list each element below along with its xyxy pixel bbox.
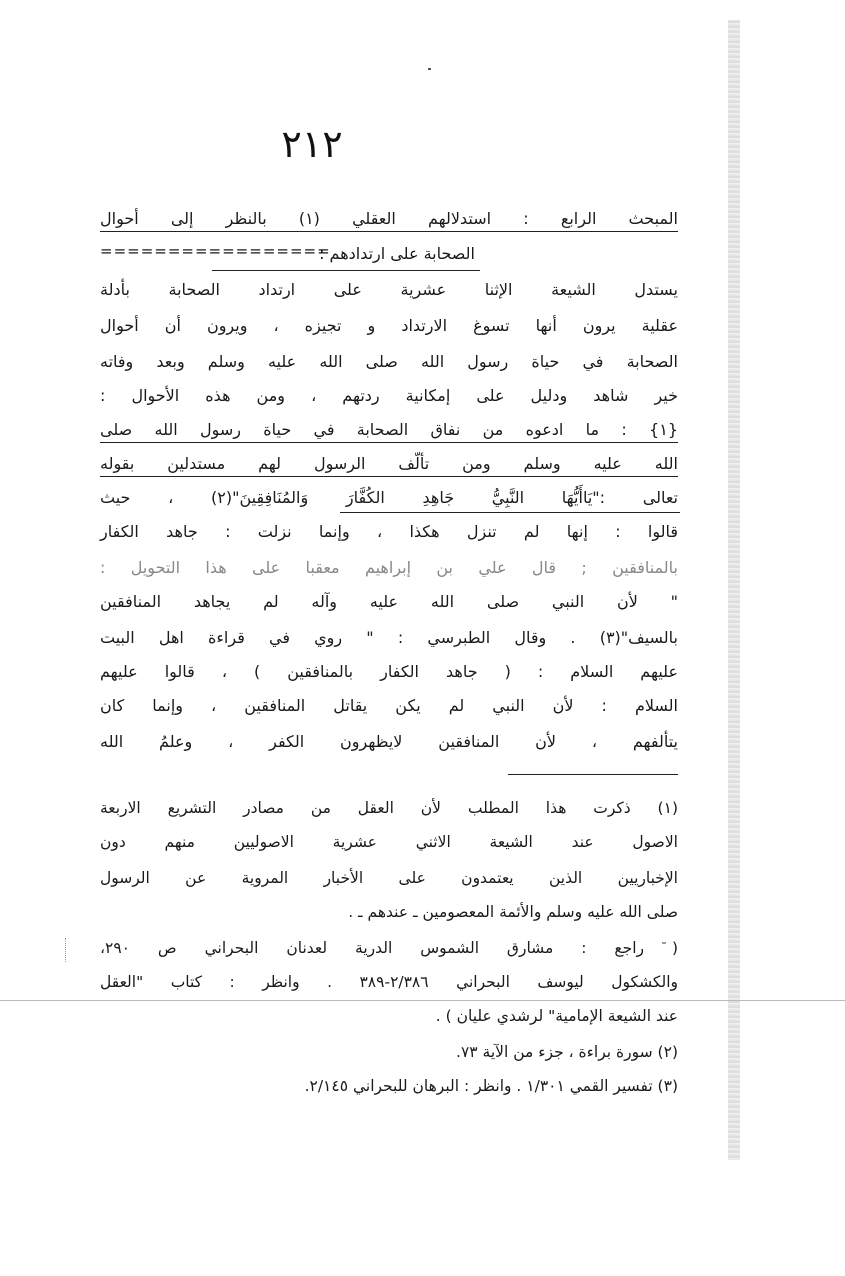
body-line: قالوا : إنها لم تنزل هكذا ، وإنما نزلت : جاهد الكفار	[100, 522, 678, 541]
section-subheading: الصحابة على ارتدادهم :	[319, 244, 475, 263]
body-line: الله عليه وسلم ومن تألّف الرسول لهم مستدلين بقوله	[100, 452, 678, 477]
body-line: السلام : لأن النبي لم يكن يقاتل المنافقين ، وإنما كان	[100, 696, 678, 715]
footnote-line: والكشكول ليوسف البحراني ٢/٣٨٦-٣٨٩ . وانظر : كتاب "العقل	[100, 973, 678, 991]
scan-speck	[428, 68, 431, 70]
subheading-underline	[212, 270, 480, 271]
scan-speck	[65, 938, 67, 962]
body-line: {١} : ما ادعوه من نفاق الصحابة في حياة رسول الله صلى	[100, 418, 678, 443]
section-heading: المبحث الرابع : استدلالهم العقلي (١) بالنظر إلى أحوال	[100, 207, 678, 232]
body-line: يتألفهم ، لأن المنافقين لايظهرون الكفر ، وعلمُ الله	[100, 732, 678, 751]
body-line: تعالى :"يَاأَيُّهَا النَّبِيُّ جَاهِدِ الكُفَّارَ وَالمُنَافِقِينَ"(٢) ، حيث	[100, 488, 679, 507]
body-line: بالسيف"(٣) . وقال الطبرسي : " روي في قراءة اهل البيت	[100, 628, 678, 647]
footnote-line: صلى الله عليه وسلم والأئمة المعصومين ـ عندهم ـ .	[348, 903, 678, 921]
scan-fold-line	[0, 1000, 845, 1001]
footnote-line: الاصول عند الشيعة الاثني عشرية الاصوليين منهم دون	[100, 833, 678, 851]
footnote-line: (٣) تفسير القمي ١/٣٠١ . وانظر : البرهان للبحراني ٢/١٤٥.	[304, 1077, 678, 1095]
footnote-line: (١) ذكرت هذا المطلب لأن العقل من مصادر التشريع الاربعة	[100, 799, 678, 817]
body-line: يستدل الشيعة الإثنا عشرية على ارتداد الصحابة بأدلة	[100, 280, 678, 299]
body-line: " لأن النبي صلى الله عليه وآله لم يجاهد المنافقين	[100, 592, 678, 611]
footnote-line: الإخباريين الذين يعتمدون على الأخبار المروية عن الرسول	[100, 869, 678, 887]
quote-underline	[340, 512, 680, 513]
page-number: ٢١٢	[281, 122, 343, 166]
body-line: عقلية يرون أنها تسوغ الارتداد و تجيزه ، ويرون أن أحوال	[100, 316, 678, 335]
footnote-line: ( راجع : مشارق الشموس الدرية لعدنان البحراني ص ٢٩٠،	[100, 939, 678, 957]
body-line: الصحابة في حياة رسول الله صلى الله عليه وسلم وبعد وفاته	[100, 352, 678, 371]
footnote-line: (٢) سورة براءة ، جزء من الآية ٧٣.	[456, 1043, 678, 1061]
body-line: خير شاهد ودليل على إمكانية ردتهم ، ومن هذه الأحوال :	[100, 386, 678, 405]
footnote-separator	[508, 774, 678, 775]
footnote-line: عند الشيعة الإمامية" لرشدي عليان ) .	[435, 1007, 678, 1025]
body-line: عليهم السلام : ( جاهد الكفار بالمنافقين ) ، قالوا عليهم	[100, 662, 678, 681]
scan-edge-noise	[728, 20, 740, 1160]
heading-equals-rule: =================	[100, 242, 331, 260]
body-line: بالمنافقين ; قال علي بن إبراهيم معقبا على هذا التحويل :	[100, 558, 678, 577]
